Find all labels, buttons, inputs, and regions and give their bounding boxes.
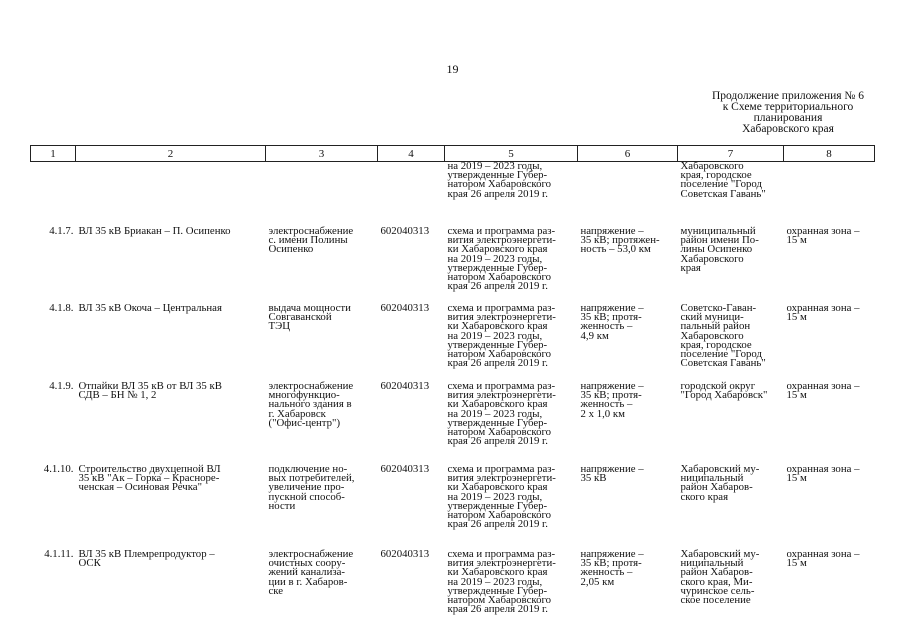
cell-text: напряжение – 35 кВ; протяжен- ность – 53,0 км (580, 225, 660, 256)
cell-number (31, 162, 76, 218)
cell-characteristics (578, 459, 678, 542)
cell-characteristics (578, 542, 678, 630)
cell-code (378, 162, 445, 218)
cell-text: 602040313 (380, 548, 430, 560)
cell-text: 4.1.8. (49, 302, 74, 314)
column-header: 1 (31, 146, 76, 162)
cell-location (678, 459, 784, 542)
cell-purpose (266, 376, 378, 459)
cell-number (31, 217, 76, 295)
cell-number (31, 542, 76, 630)
cell-text: электроснабжение многофункцио- нального здания в г. Хабаровск ("Офис-центр") (268, 380, 354, 429)
cell-text: Строительство двухцепной ВЛ 35 кВ "Ак – Горка – Красноре- ченская – Осиновая Речка" (78, 463, 221, 494)
cell-text: охранная зона – 15 м (786, 380, 860, 402)
cell-text: 4.1.11. (44, 548, 74, 560)
cell-purpose (266, 459, 378, 542)
cell-basis-document (445, 162, 578, 218)
cell-object-name (76, 459, 266, 542)
appendix-line: к Схеме территориального (722, 101, 854, 113)
table-row (31, 542, 875, 630)
cell-text: Хабаровский му- ниципальный район Хабаров- ского края (680, 463, 760, 503)
cell-text: 602040313 (380, 225, 430, 237)
cell-number (31, 295, 76, 376)
cell-text: охранная зона – 15 м (786, 463, 860, 485)
appendix-line: Хабаровского края (742, 123, 834, 135)
column-header: 5 (445, 146, 578, 162)
cell-location (678, 295, 784, 376)
cell-location (678, 376, 784, 459)
page-number: 19 (446, 62, 459, 76)
cell-text: схема и программа раз- вития электроэнергети- ки Хабаровского края на 2019 – 2023 годы, утвержденные Губер- натором Хабаровского края 26 апреля 2019 г. (447, 463, 556, 531)
column-header: 2 (76, 146, 266, 162)
cell-basis-document (445, 459, 578, 542)
cell-text: схема и программа раз- вития электроэнергети- ки Хабаровского края на 2019 – 2023 годы, утвержденные Губер- натором Хабаровского края 26 апреля 2019 г. (447, 548, 556, 616)
cell-location (678, 542, 784, 630)
cell-text: охранная зона – 15 м (786, 548, 860, 570)
cell-text: схема и программа раз- вития электроэнергети- ки Хабаровского края на 2019 – 2023 годы, утвержденные Губер- натором Хабаровского края 26 апреля 2019 г. (447, 380, 556, 448)
cell-characteristics (578, 376, 678, 459)
cell-text: муниципальный район имени По- лины Осипенко Хабаровского края (680, 225, 759, 274)
appendix-header (693, 91, 883, 135)
cell-object-name (76, 217, 266, 295)
cell-text: напряжение – 35 кВ (580, 463, 644, 485)
column-header: 7 (678, 146, 784, 162)
cell-text: напряжение – 35 кВ; протя- женность – 2,05 км (580, 548, 644, 588)
cell-text: охранная зона – 15 м (786, 302, 860, 324)
cell-text: Отпайки ВЛ 35 кВ от ВЛ 35 кВ СДВ – БН № 1, 2 (78, 380, 222, 402)
cell-object-name (76, 295, 266, 376)
cell-characteristics (578, 217, 678, 295)
cell-purpose (266, 295, 378, 376)
cell-characteristics (578, 162, 678, 218)
cell-location (678, 162, 784, 218)
cell-characteristics (578, 295, 678, 376)
cell-number (31, 459, 76, 542)
column-header: 3 (266, 146, 378, 162)
table-row (31, 459, 875, 542)
cell-text: напряжение – 35 кВ; протя- женность – 4,9 км (580, 302, 644, 342)
cell-object-name (76, 376, 266, 459)
cell-text: Советско-Гаван- ский муници- пальный район Хабаровского края, городское поселение "Город Советская Гавань" (680, 302, 766, 370)
cell-text: Хабаровского края, городское поселение "Город Советская Гавань" (680, 161, 766, 200)
cell-zone (784, 295, 875, 376)
cell-text: 4.1.10. (43, 463, 74, 475)
cell-code (378, 542, 445, 630)
cell-text: охранная зона – 15 м (786, 225, 860, 247)
cell-text: 602040313 (380, 302, 430, 314)
cell-text: ВЛ 35 кВ Племрепродуктор – ОСК (78, 548, 215, 570)
cell-code (378, 376, 445, 459)
cell-text: подключение но- вых потребителей, увеличение про- пускной способ- ности (268, 463, 355, 512)
table-row (31, 376, 875, 459)
cell-text: ВЛ 35 кВ Бриакан – П. Осипенко (78, 225, 231, 237)
cell-code (378, 459, 445, 542)
cell-basis-document (445, 376, 578, 459)
column-header: 6 (578, 146, 678, 162)
cell-zone (784, 459, 875, 542)
cell-basis-document (445, 295, 578, 376)
cell-text: Хабаровский му- ниципальный район Хабаров- ского края, Ми- чуринское сель- ское поселение (680, 548, 760, 607)
table-header-row (31, 146, 875, 162)
cell-basis-document (445, 542, 578, 630)
cell-text: выдача мощности Совгаванской ТЭЦ (268, 302, 351, 333)
cell-object-name (76, 542, 266, 630)
cell-text: 602040313 (380, 463, 430, 475)
cell-zone (784, 162, 875, 218)
cell-text: 4.1.9. (49, 380, 74, 392)
table-row (31, 217, 875, 295)
cell-zone (784, 217, 875, 295)
column-header: 4 (378, 146, 445, 162)
cell-text: электроснабжение очистных соору- жений канализа- ции в г. Хабаров- ске (268, 548, 354, 597)
cell-text: схема и программа раз- вития электроэнергети- ки Хабаровского края на 2019 – 2023 годы, утвержденные Губер- натором Хабаровского края 26 апреля 2019 г. (447, 302, 556, 370)
cell-location (678, 217, 784, 295)
cell-object-name (76, 162, 266, 218)
cell-purpose (266, 162, 378, 218)
cell-code (378, 217, 445, 295)
table-row-continuation (31, 162, 875, 218)
cell-purpose (266, 542, 378, 630)
column-header: 8 (784, 146, 875, 162)
cell-text: электроснабжение с. имени Полины Осипенко (268, 225, 354, 256)
cell-code (378, 295, 445, 376)
cell-text: 4.1.7. (49, 225, 74, 237)
cell-text: напряжение – 35 кВ; протя- женность – 2 х 1,0 км (580, 380, 644, 420)
table-row (31, 295, 875, 376)
cell-text: 602040313 (380, 380, 430, 392)
cell-number (31, 376, 76, 459)
cell-basis-document (445, 217, 578, 295)
cell-text: схема и программа раз- вития электроэнергети- ки Хабаровского края на 2019 – 2023 годы, утвержденные Губер- натором Хабаровского края 26 апреля 2019 г. (447, 225, 556, 293)
appendix-line: Продолжение приложения № 6 (711, 90, 865, 102)
cell-zone (784, 542, 875, 630)
cell-purpose (266, 217, 378, 295)
objects-table (30, 145, 875, 630)
appendix-line: планирования (753, 112, 823, 124)
cell-text: ВЛ 35 кВ Окоча – Центральная (78, 302, 222, 314)
cell-text: городской округ "Город Хабаровск" (680, 380, 768, 402)
cell-zone (784, 376, 875, 459)
cell-text: на 2019 – 2023 годы, утвержденные Губер- натором Хабаровского края 26 апреля 2019 г. (447, 161, 552, 200)
